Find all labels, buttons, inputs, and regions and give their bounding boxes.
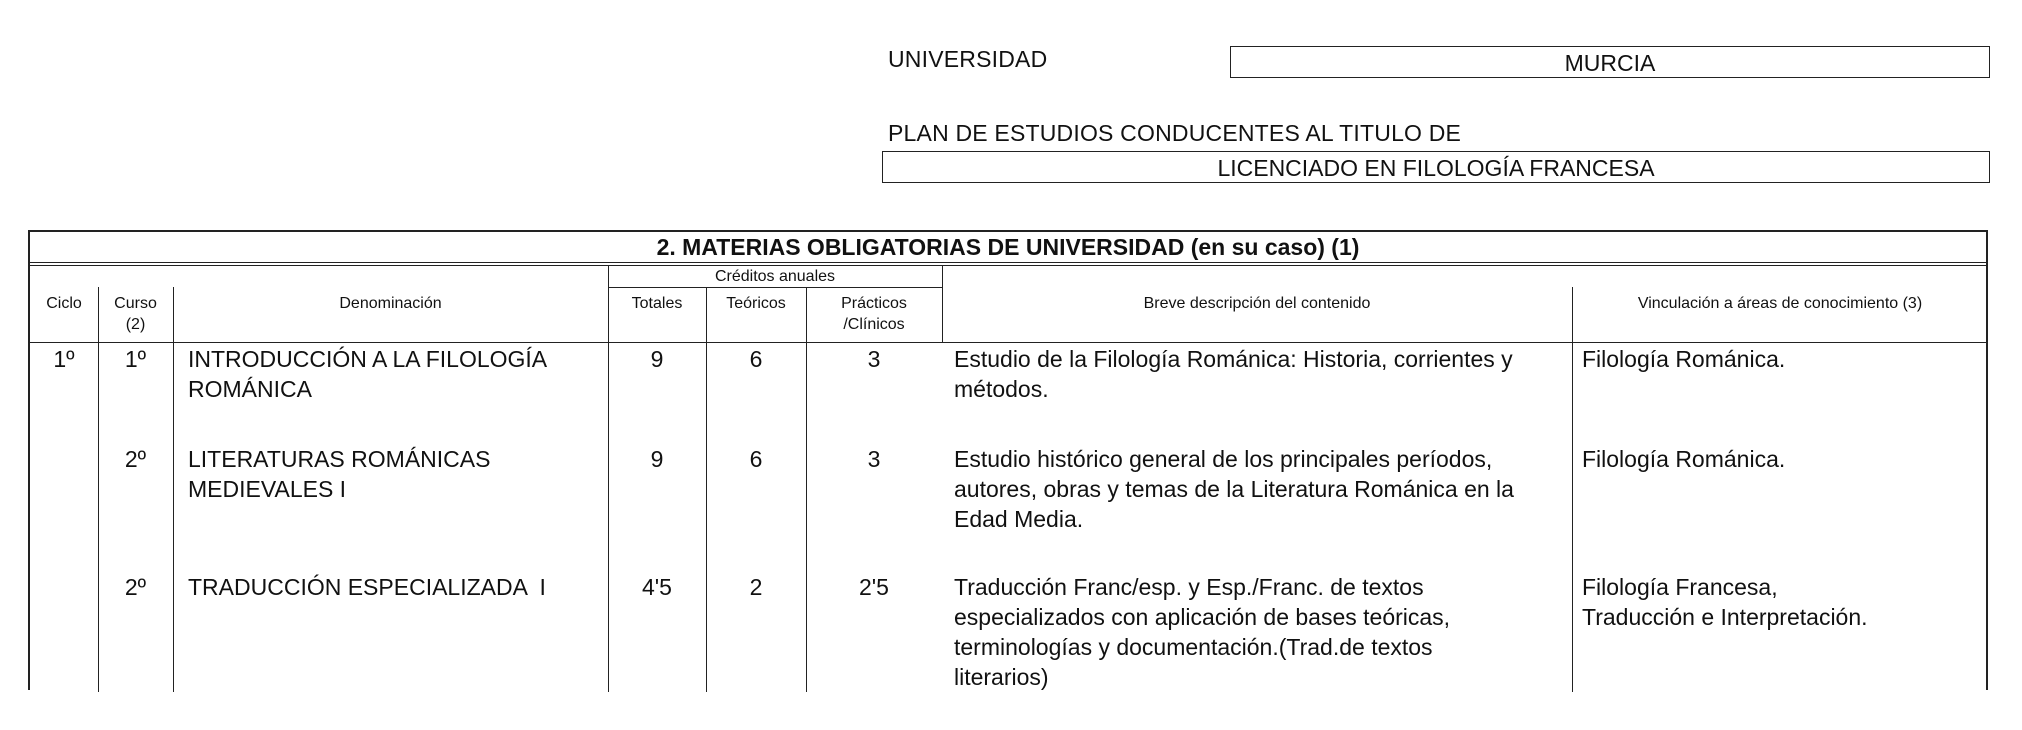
- row2-area-1: Filología Románica.: [1582, 446, 1786, 472]
- row2-teoricos: 6: [749, 446, 763, 472]
- row2-descripcion-1: Estudio histórico general de los principales períodos,: [954, 446, 1493, 472]
- titulo-value: LICENCIADO EN FILOLOGÍA FRANCESA: [882, 151, 1990, 183]
- col-curso: Curso: [114, 295, 157, 312]
- row1-denominacion-2: ROMÁNICA: [188, 376, 312, 402]
- row1-totales: 9: [650, 346, 664, 372]
- creditos-group-header: Créditos anuales: [714, 268, 836, 285]
- col-teoricos: Teóricos: [726, 295, 786, 312]
- row1-area-1: Filología Románica.: [1582, 346, 1786, 372]
- row2-practicos: 3: [867, 446, 881, 472]
- row2-descripcion-3: Edad Media.: [954, 506, 1084, 532]
- col-denominacion: Denominación: [339, 295, 442, 312]
- row1-descripcion-2: métodos.: [954, 376, 1049, 402]
- row3-descripcion-4: literarios): [954, 664, 1049, 690]
- row3-descripcion-2: especializados con aplicación de bases teóricas,: [954, 604, 1451, 630]
- row3-practicos: 2'5: [859, 574, 889, 600]
- col-descripcion: Breve descripción del contenido: [1143, 295, 1371, 312]
- row2-descripcion-2: autores, obras y temas de la Literatura Románica en la: [954, 476, 1514, 502]
- row3-curso: 2º: [124, 574, 147, 600]
- universidad-label: UNIVERSIDAD: [888, 46, 1048, 72]
- row1-denominacion-1: INTRODUCCIÓN A LA FILOLOGÍA: [188, 346, 548, 372]
- row1-teoricos: 6: [749, 346, 763, 372]
- col-vinculacion: Vinculación a áreas de conocimiento (3): [1637, 295, 1923, 312]
- row3-area-2: Traducción e Interpretación.: [1582, 604, 1868, 630]
- row2-curso: 2º: [124, 446, 147, 472]
- row1-practicos: 3: [867, 346, 881, 372]
- plan-label: PLAN DE ESTUDIOS CONDUCENTES AL TITULO DE: [888, 120, 1462, 146]
- row1-descripcion-1: Estudio de la Filología Románica: Historia, corrientes y: [954, 346, 1513, 372]
- row3-area-1: Filología Francesa,: [1582, 574, 1778, 600]
- row3-totales: 4'5: [642, 574, 672, 600]
- row3-descripcion-3: terminologías y documentación.(Trad.de textos: [954, 634, 1433, 660]
- universidad-value: MURCIA: [1230, 46, 1990, 78]
- row3-descripcion-1: Traducción Franc/esp. y Esp./Franc. de textos: [954, 574, 1424, 600]
- row2-denominacion-2: MEDIEVALES I: [188, 476, 347, 502]
- row2-totales: 9: [650, 446, 664, 472]
- col-curso-note: (2): [125, 316, 146, 333]
- col-practicos: Prácticos: [841, 295, 907, 312]
- row2-denominacion-1: LITERATURAS ROMÁNICAS: [188, 446, 491, 472]
- row1-curso: 1º: [124, 346, 147, 372]
- col-totales: Totales: [631, 295, 683, 312]
- row3-denominacion-1: TRADUCCIÓN ESPECIALIZADA I: [188, 574, 546, 600]
- row1-ciclo: 1º: [53, 346, 75, 372]
- row3-teoricos: 2: [749, 574, 763, 600]
- materias-table: [28, 230, 1988, 690]
- col-ciclo: Ciclo: [46, 295, 82, 312]
- table-title: 2. MATERIAS OBLIGATORIAS DE UNIVERSIDAD (en su caso) (1): [30, 232, 1986, 263]
- col-practicos-clinicos: /Clínicos: [843, 316, 905, 333]
